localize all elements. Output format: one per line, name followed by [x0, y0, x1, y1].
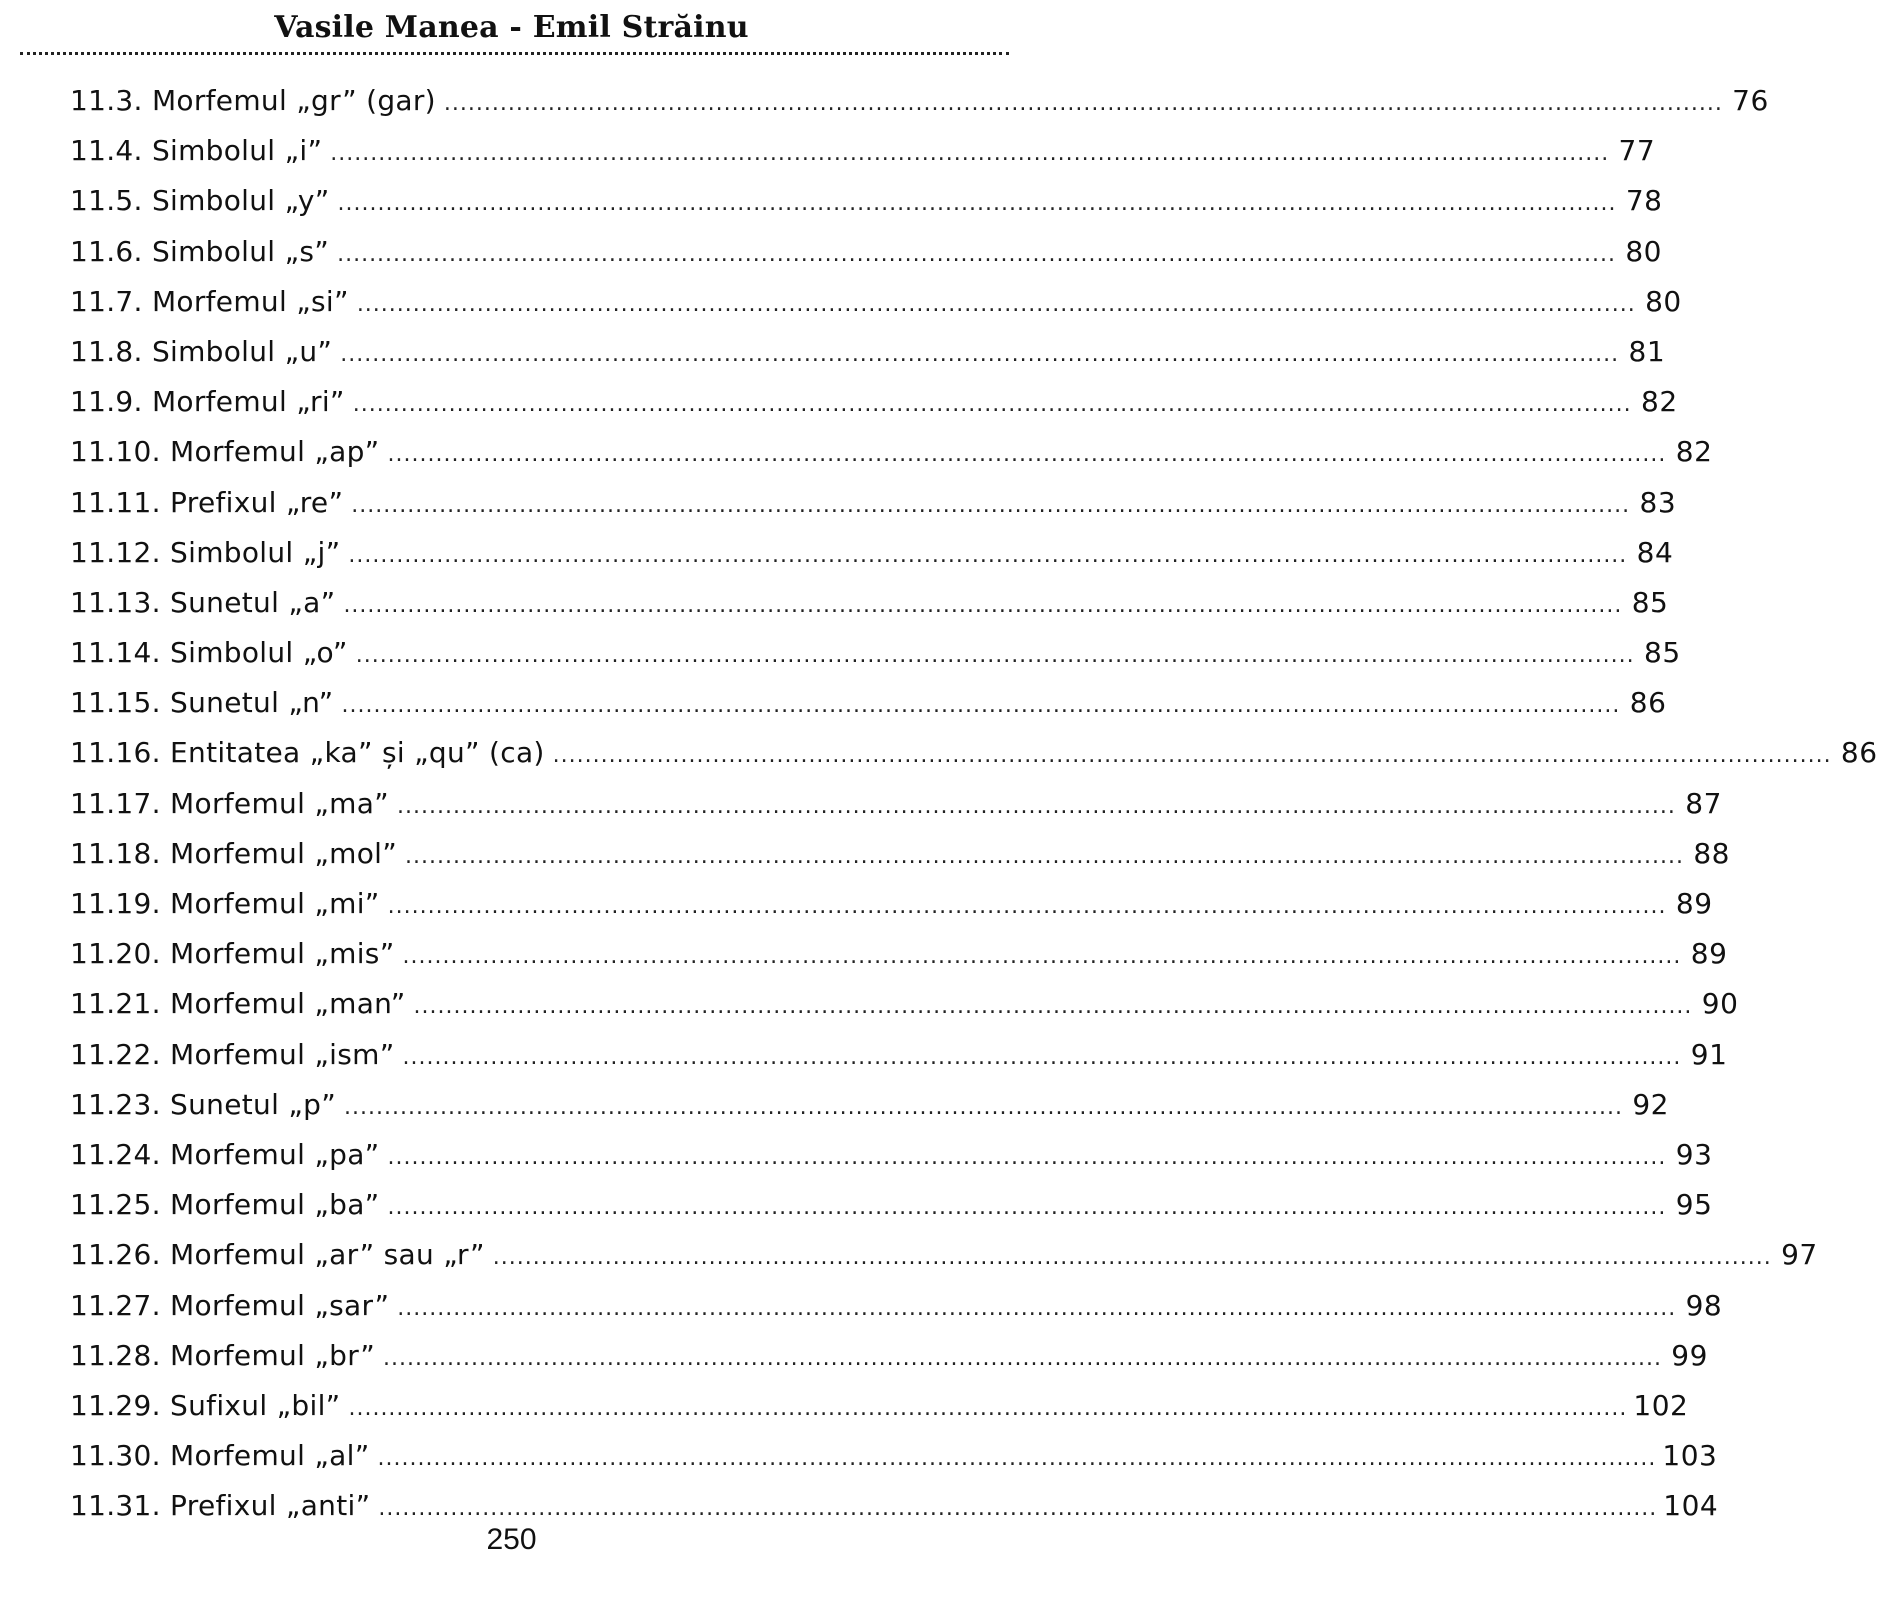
toc-dot-leader: ................................................................................................................................................................: [355, 643, 1635, 669]
toc-entry-title: 11.28. Morfemul „br”: [70, 1338, 376, 1372]
toc-entry-page: 82: [1675, 435, 1713, 469]
toc-dot-leader: ................................................................................................................................................................: [552, 743, 1832, 769]
toc-entry: [70, 1180, 1713, 1230]
toc-entry: [70, 1030, 1728, 1080]
toc-entry: [70, 1080, 1669, 1130]
toc-dot-leader: ................................................................................................................................................................: [413, 994, 1693, 1020]
toc-entry-title: 11.17. Morfemul „ma”: [70, 786, 389, 820]
toc-dot-leader: ................................................................................................................................................................: [402, 944, 1682, 970]
toc-entry-page: 89: [1675, 887, 1713, 920]
toc-entry-page: 76: [1732, 84, 1769, 117]
toc-entry: [70, 478, 1677, 528]
toc-entry-title: 11.22. Morfemul „ism”: [70, 1037, 395, 1071]
toc-entry-page: 87: [1685, 786, 1722, 820]
toc-entry-page: 86: [1629, 686, 1667, 720]
toc-dot-leader: ................................................................................................................................................................: [397, 1295, 1677, 1321]
toc-dot-leader: ................................................................................................................................................................: [405, 843, 1684, 869]
toc-entry: [70, 728, 1878, 778]
toc-entry-title: 11.27. Morfemul „sar”: [70, 1288, 390, 1322]
toc-entry-page: 82: [1641, 385, 1678, 419]
toc-entry-page: 81: [1628, 334, 1666, 368]
toc-entry-page: 95: [1675, 1188, 1713, 1222]
toc-entry-page: 80: [1645, 284, 1682, 318]
toc-entry-title: 11.23. Sunetul „p”: [70, 1087, 337, 1121]
toc-entry-title: 11.30. Morfemul „al”: [70, 1439, 370, 1473]
toc-entry: [70, 1381, 1689, 1431]
toc-entry-title: 11.26. Morfemul „ar” sau „r”: [70, 1238, 485, 1272]
toc-entry: [70, 1130, 1713, 1180]
toc-dot-leader: ................................................................................................................................................................: [340, 341, 1620, 367]
toc-entry-page: 85: [1631, 585, 1669, 619]
toc-entry-page: 89: [1690, 937, 1728, 971]
toc-entry-page: 92: [1632, 1087, 1669, 1121]
toc-entry-title: 11.13. Sunetul „a”: [70, 585, 336, 619]
toc-dot-leader: ................................................................................................................................................................: [352, 392, 1632, 418]
toc-dot-leader: ................................................................................................................................................................: [343, 592, 1623, 618]
toc-entry-title: 11.10. Morfemul „ap”: [70, 435, 380, 469]
toc-entry-title: 11.4. Simbolul „i”: [70, 134, 323, 168]
toc-dot-leader: ................................................................................................................................................................: [387, 894, 1667, 919]
toc-entry-page: 104: [1663, 1489, 1719, 1523]
toc-dot-leader: ................................................................................................................................................................: [341, 693, 1621, 719]
toc-entry-page: 86: [1840, 736, 1878, 770]
toc-dot-leader: ................................................................................................................................................................: [397, 793, 1676, 819]
toc-entry-page: 103: [1662, 1439, 1718, 1473]
toc-entry: [70, 126, 1656, 176]
toc-entry: [70, 678, 1667, 728]
toc-entry-page: 97: [1781, 1238, 1818, 1272]
toc-entry: [70, 377, 1678, 427]
toc-entry-page: 85: [1644, 636, 1681, 670]
toc-entry-page: 78: [1625, 184, 1663, 218]
toc-entry: [70, 829, 1730, 879]
toc-dot-leader: ................................................................................................................................................................: [383, 1345, 1662, 1371]
toc-dot-leader: ................................................................................................................................................................: [443, 91, 1723, 116]
toc-entry-title: 11.21. Morfemul „man”: [70, 987, 406, 1021]
toc-entry: [70, 227, 1662, 277]
toc-dot-leader: ................................................................................................................................................................: [344, 1094, 1623, 1120]
toc-entry-title: 11.12. Simbolul „j”: [70, 535, 341, 569]
toc-entry: [70, 76, 1769, 126]
toc-entry-title: 11.7. Morfemul „si”: [70, 284, 349, 318]
toc-entry: [70, 879, 1713, 929]
toc-entry: [70, 176, 1663, 226]
toc-entry-page: 80: [1625, 234, 1662, 268]
toc-entry-page: 84: [1636, 535, 1674, 569]
toc-dot-leader: ................................................................................................................................................................: [337, 241, 1616, 267]
toc-entry: [70, 327, 1666, 377]
toc-dot-leader: ................................................................................................................................................................: [337, 191, 1617, 217]
running-header: Vasile Manea - Emil Străinu: [274, 10, 749, 45]
toc-entry-title: 11.3. Morfemul „gr” (gar): [70, 84, 436, 117]
toc-entry: [70, 628, 1681, 678]
toc-entry: [70, 1281, 1723, 1331]
toc-entry-page: 93: [1675, 1137, 1713, 1171]
toc-dot-leader: ................................................................................................................................................................: [378, 1496, 1658, 1522]
toc-entry: [70, 1431, 1718, 1481]
toc-entry-page: 77: [1618, 134, 1656, 168]
toc-entry-page: 99: [1671, 1338, 1708, 1372]
toc-entry-title: 11.18. Morfemul „mol”: [70, 836, 398, 870]
toc-entry-page: 98: [1685, 1288, 1723, 1322]
toc-entry-title: 11.15. Sunetul „n”: [70, 686, 334, 720]
toc-entry-page: 90: [1701, 987, 1739, 1021]
toc-entry-title: 11.24. Morfemul „pa”: [70, 1137, 380, 1171]
toc-dot-leader: ................................................................................................................................................................: [348, 542, 1628, 568]
page-number: 250: [486, 1523, 537, 1556]
toc-dot-leader: ................................................................................................................................................................: [377, 1446, 1657, 1472]
toc-entry-title: 11.5. Simbolul „y”: [70, 184, 330, 218]
toc-entry-title: 11.29. Sufixul „bil”: [70, 1388, 341, 1422]
table-of-contents: [70, 76, 1878, 1531]
toc-entry: [70, 528, 1674, 578]
toc-entry-title: 11.31. Prefixul „anti”: [70, 1489, 371, 1523]
toc-entry-title: 11.11. Prefixul „re”: [70, 485, 344, 519]
toc-dot-leader: ................................................................................................................................................................: [387, 442, 1667, 468]
toc-entry-title: 11.6. Simbolul „s”: [70, 234, 330, 268]
toc-entry-page: 83: [1639, 485, 1677, 519]
toc-dot-leader: ................................................................................................................................................................: [492, 1245, 1772, 1271]
toc-entry-title: 11.25. Morfemul „ba”: [70, 1188, 380, 1222]
toc-entry-page: 102: [1633, 1388, 1689, 1422]
toc-entry-page: 91: [1690, 1037, 1728, 1071]
toc-entry: [70, 578, 1669, 628]
toc-dot-leader: ................................................................................................................................................................: [356, 291, 1636, 317]
toc-entry-title: 11.16. Entitatea „ka” și „qu” (ca): [70, 736, 545, 770]
toc-entry-page: 88: [1693, 836, 1730, 870]
header-dotted-rule: [20, 52, 1009, 55]
toc-dot-leader: ................................................................................................................................................................: [387, 1144, 1667, 1170]
toc-entry: [70, 1331, 1708, 1381]
toc-dot-leader: ................................................................................................................................................................: [402, 1044, 1682, 1070]
toc-entry-title: 11.20. Morfemul „mis”: [70, 937, 395, 971]
toc-entry: [70, 1230, 1818, 1280]
toc-entry-title: 11.8. Simbolul „u”: [70, 334, 333, 368]
toc-entry: [70, 779, 1722, 829]
toc-dot-leader: ................................................................................................................................................................: [351, 492, 1631, 518]
toc-entry: [70, 929, 1728, 979]
toc-dot-leader: ................................................................................................................................................................: [348, 1395, 1628, 1421]
toc-dot-leader: ................................................................................................................................................................: [387, 1195, 1667, 1221]
toc-dot-leader: ................................................................................................................................................................: [330, 141, 1610, 167]
toc-entry: [70, 427, 1713, 477]
toc-entry-title: 11.19. Morfemul „mi”: [70, 887, 380, 920]
toc-entry-title: 11.9. Morfemul „ri”: [70, 385, 345, 419]
toc-entry: [70, 979, 1739, 1029]
toc-entry: [70, 277, 1682, 327]
toc-entry-title: 11.14. Simbolul „o”: [70, 636, 348, 670]
